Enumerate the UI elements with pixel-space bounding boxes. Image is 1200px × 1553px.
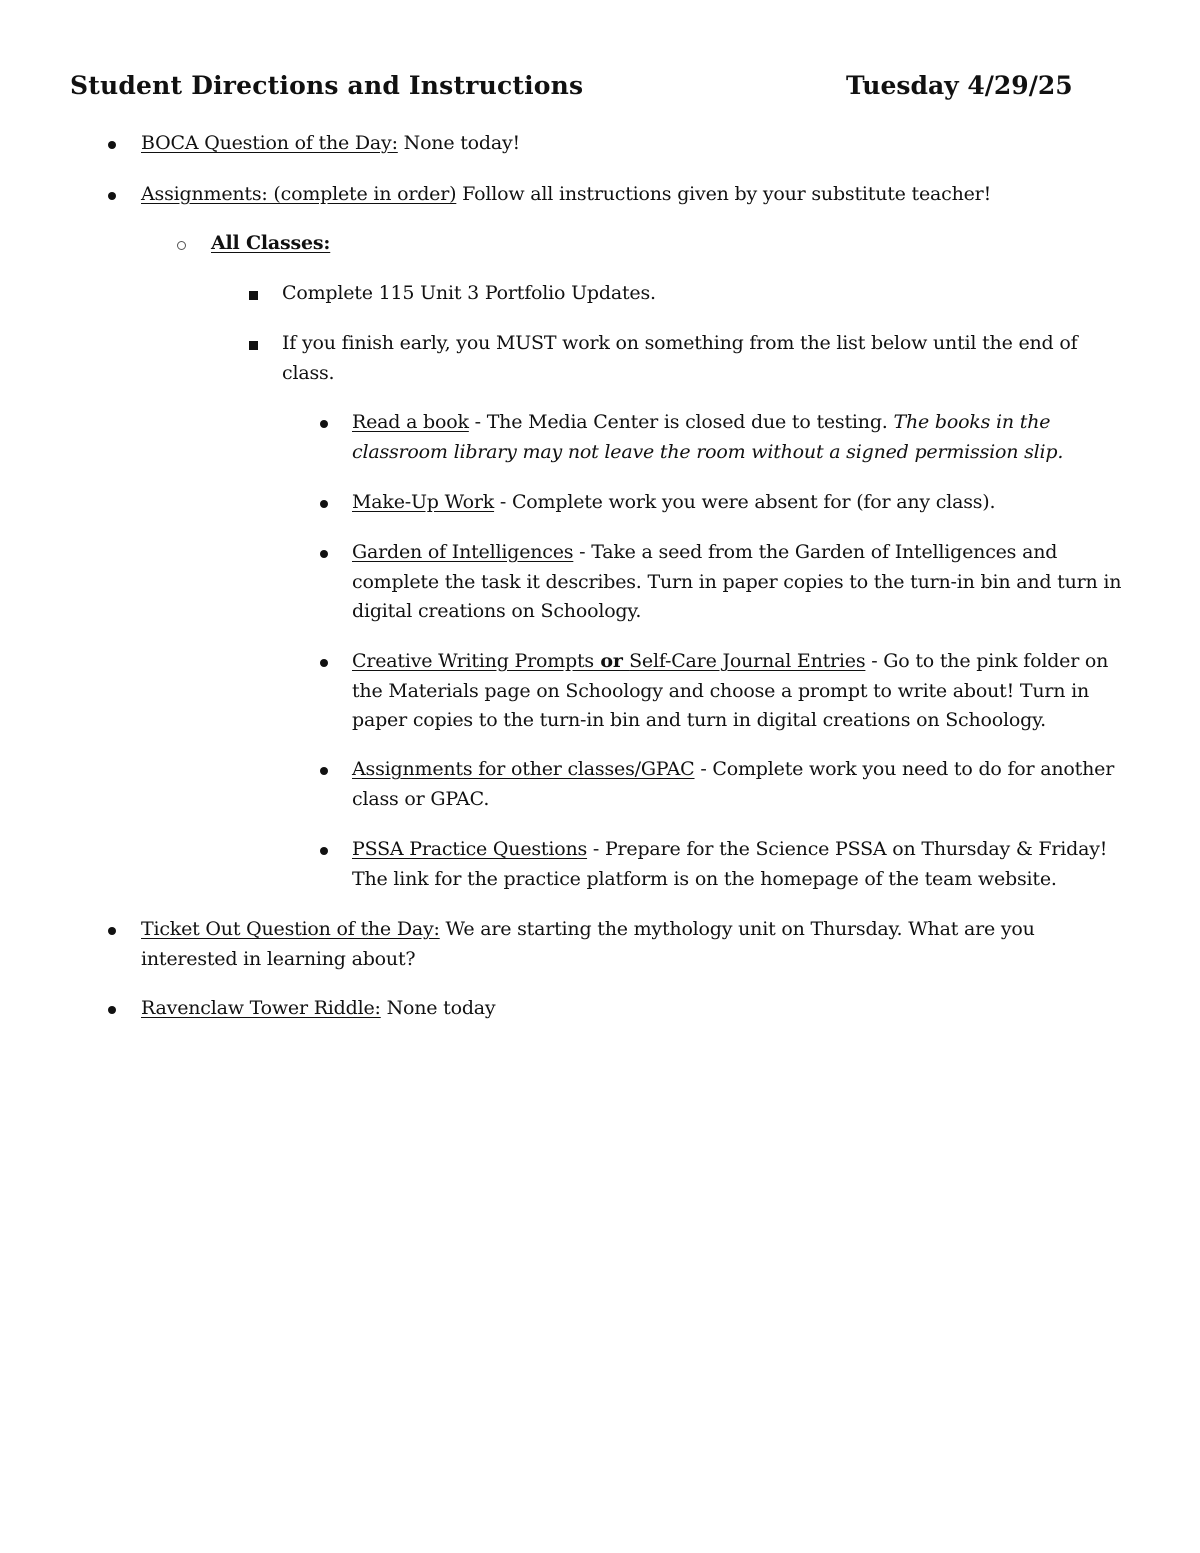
option-read-a-book bbox=[352, 408, 1102, 467]
portfolio-text: Complete 115 Unit 3 Portfolio Updates. bbox=[282, 282, 656, 304]
read-italic-note: The books in the classroom library may not leave the room without a signed permission slip. bbox=[352, 411, 1064, 463]
bullet-icon bbox=[108, 192, 116, 200]
finish-early-text: If you finish early, you MUST work on something from the list below until the end of class. bbox=[282, 332, 1078, 384]
ticket-label: Ticket Out Question of the Day: bbox=[141, 918, 440, 940]
option-other-classes bbox=[352, 755, 1142, 814]
makeup-label: Make-Up Work bbox=[352, 491, 495, 513]
list-item-assignments bbox=[141, 180, 1141, 210]
bullet-icon bbox=[108, 141, 116, 149]
list-item-finish-early bbox=[282, 329, 1102, 388]
read-label: Read a book bbox=[352, 411, 469, 433]
boca-label: BOCA Question of the Day: bbox=[141, 132, 398, 154]
bullet-icon bbox=[320, 500, 328, 508]
pssa-label: PSSA Practice Questions bbox=[352, 838, 588, 860]
all-classes-label: All Classes: bbox=[211, 232, 331, 254]
creative-text: - Go to the pink folder on the Materials page on Schoology and choose a prompt to write about! Turn in paper copies to the turn-in bin and turn in digital creations on Schoology. bbox=[352, 650, 1109, 731]
bullet-icon bbox=[108, 1006, 116, 1014]
option-make-up-work bbox=[352, 488, 1132, 518]
list-item-all-classes bbox=[211, 229, 1111, 259]
read-text: - The Media Center is closed due to testing. bbox=[468, 411, 894, 433]
assignments-text: Follow all instructions given by your substitute teacher! bbox=[462, 183, 992, 205]
bullet-icon bbox=[320, 550, 328, 558]
other-text: - Complete work you need to do for another class or GPAC. bbox=[352, 758, 1115, 810]
list-item-riddle bbox=[141, 994, 1141, 1024]
square-bullet-icon bbox=[249, 291, 258, 300]
riddle-label: Ravenclaw Tower Riddle: bbox=[141, 997, 381, 1019]
boca-text: None today! bbox=[403, 132, 520, 154]
creative-label: Creative Writing Prompts bbox=[352, 650, 594, 672]
square-bullet-icon bbox=[249, 341, 258, 350]
list-item-boca bbox=[141, 129, 1141, 159]
page-title: Student Directions and Instructions bbox=[70, 71, 584, 100]
self-care-label: Self-Care Journal Entries bbox=[629, 650, 866, 672]
option-pssa bbox=[352, 835, 1122, 894]
riddle-text: None today bbox=[380, 997, 496, 1019]
bullet-icon bbox=[320, 767, 328, 775]
pssa-text: - Prepare for the Science PSSA on Thursday & Friday! The link for the practice platform is on the homepage of the team website. bbox=[352, 838, 1108, 890]
bullet-icon bbox=[320, 420, 328, 428]
hollow-bullet-icon bbox=[177, 241, 186, 250]
list-item-ticket-out bbox=[141, 915, 1061, 974]
ticket-text: We are starting the mythology unit on Thursday. What are you interested in learning about? bbox=[141, 918, 1035, 970]
bullet-icon bbox=[108, 927, 116, 935]
bullet-icon bbox=[320, 847, 328, 855]
makeup-text: - Complete work you were absent for (for any class). bbox=[494, 491, 996, 513]
list-item-portfolio bbox=[282, 279, 1122, 309]
option-garden bbox=[352, 538, 1142, 627]
creative-or: or bbox=[593, 650, 630, 672]
bullet-icon bbox=[320, 659, 328, 667]
other-label: Assignments for other classes/GPAC bbox=[352, 758, 695, 780]
page-date: Tuesday 4/29/25 bbox=[846, 71, 1073, 100]
garden-label: Garden of Intelligences bbox=[352, 541, 574, 563]
garden-text: - Take a seed from the Garden of Intelligences and complete the task it describes. Turn in paper copies to the turn-in bin and turn in digital creations on Schoology. bbox=[352, 541, 1122, 622]
option-creative-writing bbox=[352, 647, 1142, 736]
assignments-label: Assignments: (complete in order) bbox=[141, 183, 457, 205]
